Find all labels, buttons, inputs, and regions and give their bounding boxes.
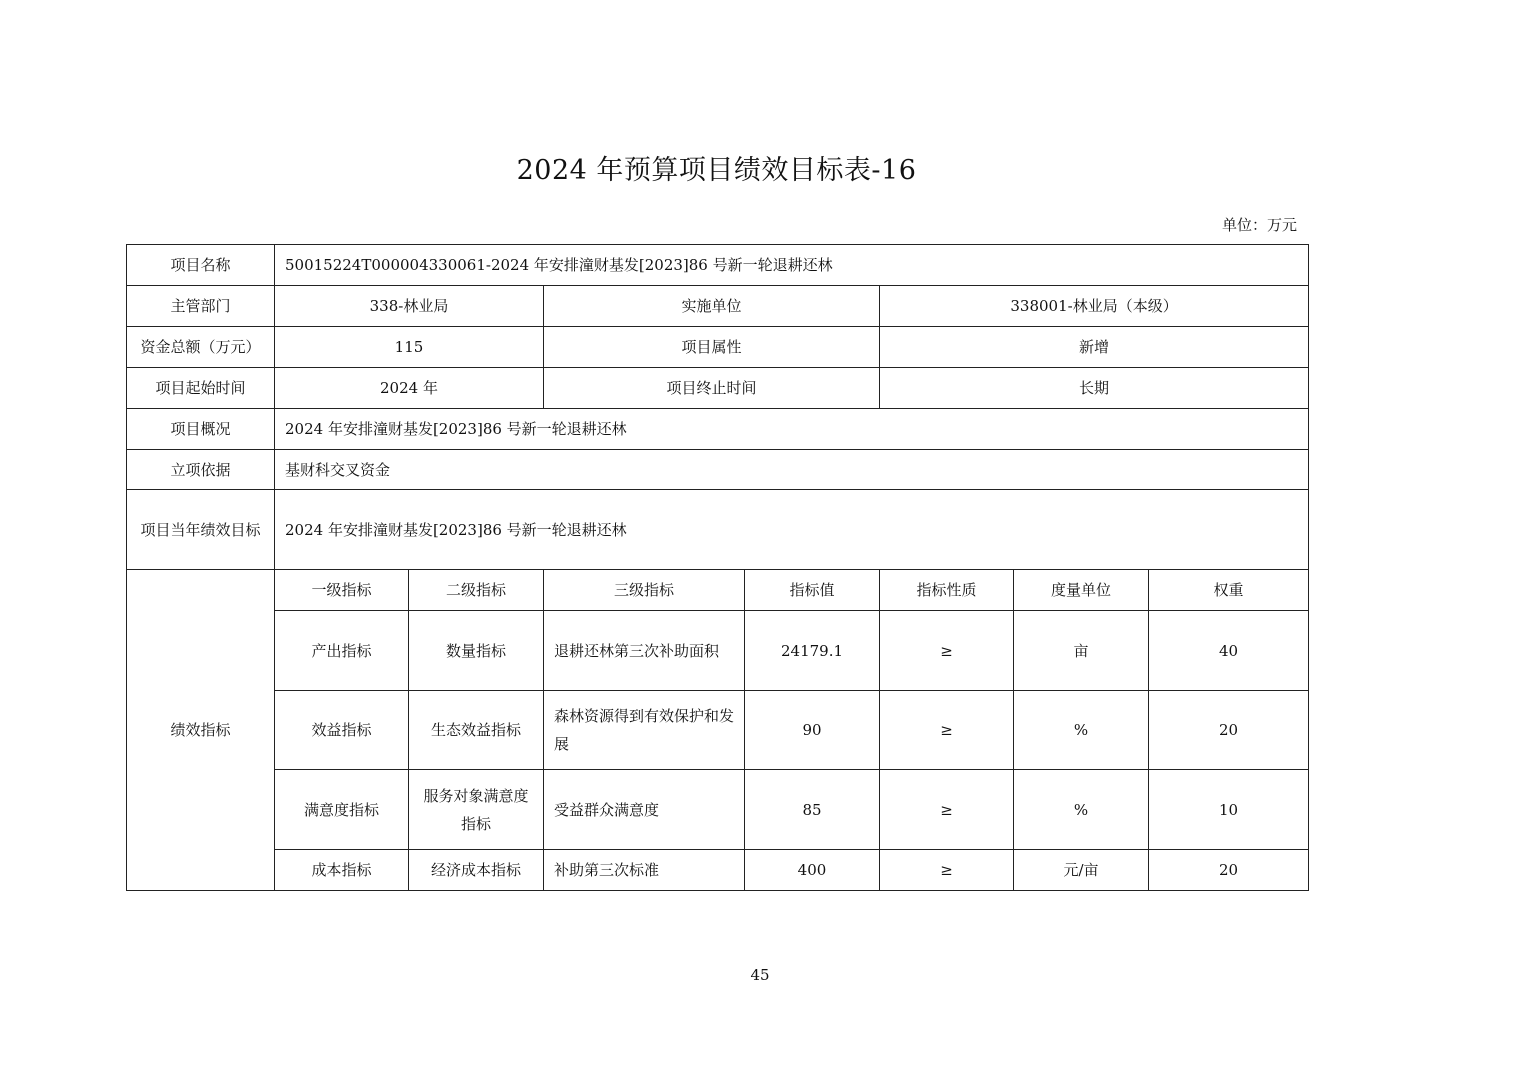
- perf-label: 绩效指标: [127, 570, 275, 891]
- attr-value: 新增: [880, 327, 1309, 368]
- cell-level3: 森林资源得到有效保护和发展: [544, 691, 745, 770]
- cell-level2: 数量指标: [409, 611, 544, 691]
- row-basis: [127, 450, 1309, 490]
- perf-header-row: [127, 570, 1309, 611]
- cell-level3: 补助第三次标准: [544, 850, 745, 891]
- dept-value: 338-林业局: [275, 286, 544, 327]
- header-level3: 三级指标: [544, 570, 745, 611]
- cell-nature: ≥: [880, 850, 1014, 891]
- overview-label: 项目概况: [127, 409, 275, 450]
- unit-label: 单位：万元: [1221, 216, 1297, 234]
- header-nature: 指标性质: [880, 570, 1014, 611]
- cell-nature: ≥: [880, 611, 1014, 691]
- header-value: 指标值: [745, 570, 880, 611]
- fund-label: 资金总额（万元）: [127, 327, 275, 368]
- page-number: 45: [750, 966, 770, 984]
- table-row: [127, 770, 1309, 850]
- dept-label: 主管部门: [127, 286, 275, 327]
- project-name-value: 50015224T000004330061-2024 年安排潼财基发[2023]86 号新一轮退耕还林: [275, 245, 1309, 286]
- cell-level2: 服务对象满意度指标: [409, 770, 544, 850]
- cell-value: 400: [745, 850, 880, 891]
- overview-value: 2024 年安排潼财基发[2023]86 号新一轮退耕还林: [275, 409, 1309, 450]
- impl-value: 338001-林业局（本级）: [880, 286, 1309, 327]
- cell-value: 90: [745, 691, 880, 770]
- end-label: 项目终止时间: [544, 368, 880, 409]
- cell-weight: 40: [1149, 611, 1309, 691]
- cell-level1: 满意度指标: [275, 770, 409, 850]
- cell-level3: 退耕还林第三次补助面积: [544, 611, 745, 691]
- table-row: [127, 850, 1309, 891]
- goal-label: 项目当年绩效目标: [127, 490, 275, 570]
- basis-value: 基财科交叉资金: [275, 450, 1309, 490]
- cell-unit: %: [1014, 770, 1149, 850]
- cell-nature: ≥: [880, 691, 1014, 770]
- goal-value: 2024 年安排潼财基发[2023]86 号新一轮退耕还林: [275, 490, 1309, 570]
- cell-weight: 20: [1149, 691, 1309, 770]
- impl-label: 实施单位: [544, 286, 880, 327]
- row-overview: [127, 409, 1309, 450]
- header-weight: 权重: [1149, 570, 1309, 611]
- cell-level2: 生态效益指标: [409, 691, 544, 770]
- row-project-name: [127, 245, 1309, 286]
- performance-table: [126, 244, 1309, 891]
- row-goal: [127, 490, 1309, 570]
- end-value: 长期: [880, 368, 1309, 409]
- header-unit: 度量单位: [1014, 570, 1149, 611]
- row-time: [127, 368, 1309, 409]
- cell-level1: 效益指标: [275, 691, 409, 770]
- project-name-label: 项目名称: [127, 245, 275, 286]
- row-fund: [127, 327, 1309, 368]
- cell-nature: ≥: [880, 770, 1014, 850]
- attr-label: 项目属性: [544, 327, 880, 368]
- fund-value: 115: [275, 327, 544, 368]
- row-dept: [127, 286, 1309, 327]
- cell-level2: 经济成本指标: [409, 850, 544, 891]
- start-value: 2024 年: [275, 368, 544, 409]
- table-row: [127, 611, 1309, 691]
- cell-unit: %: [1014, 691, 1149, 770]
- cell-weight: 10: [1149, 770, 1309, 850]
- table-row: [127, 691, 1309, 770]
- start-label: 项目起始时间: [127, 368, 275, 409]
- cell-value: 24179.1: [745, 611, 880, 691]
- cell-weight: 20: [1149, 850, 1309, 891]
- header-level2: 二级指标: [409, 570, 544, 611]
- cell-level3: 受益群众满意度: [544, 770, 745, 850]
- cell-unit: 亩: [1014, 611, 1149, 691]
- cell-level1: 产出指标: [275, 611, 409, 691]
- header-level1: 一级指标: [275, 570, 409, 611]
- cell-level1: 成本指标: [275, 850, 409, 891]
- basis-label: 立项依据: [127, 450, 275, 490]
- cell-unit: 元/亩: [1014, 850, 1149, 891]
- cell-value: 85: [745, 770, 880, 850]
- page-title: 2024 年预算项目绩效目标表-16: [516, 155, 917, 186]
